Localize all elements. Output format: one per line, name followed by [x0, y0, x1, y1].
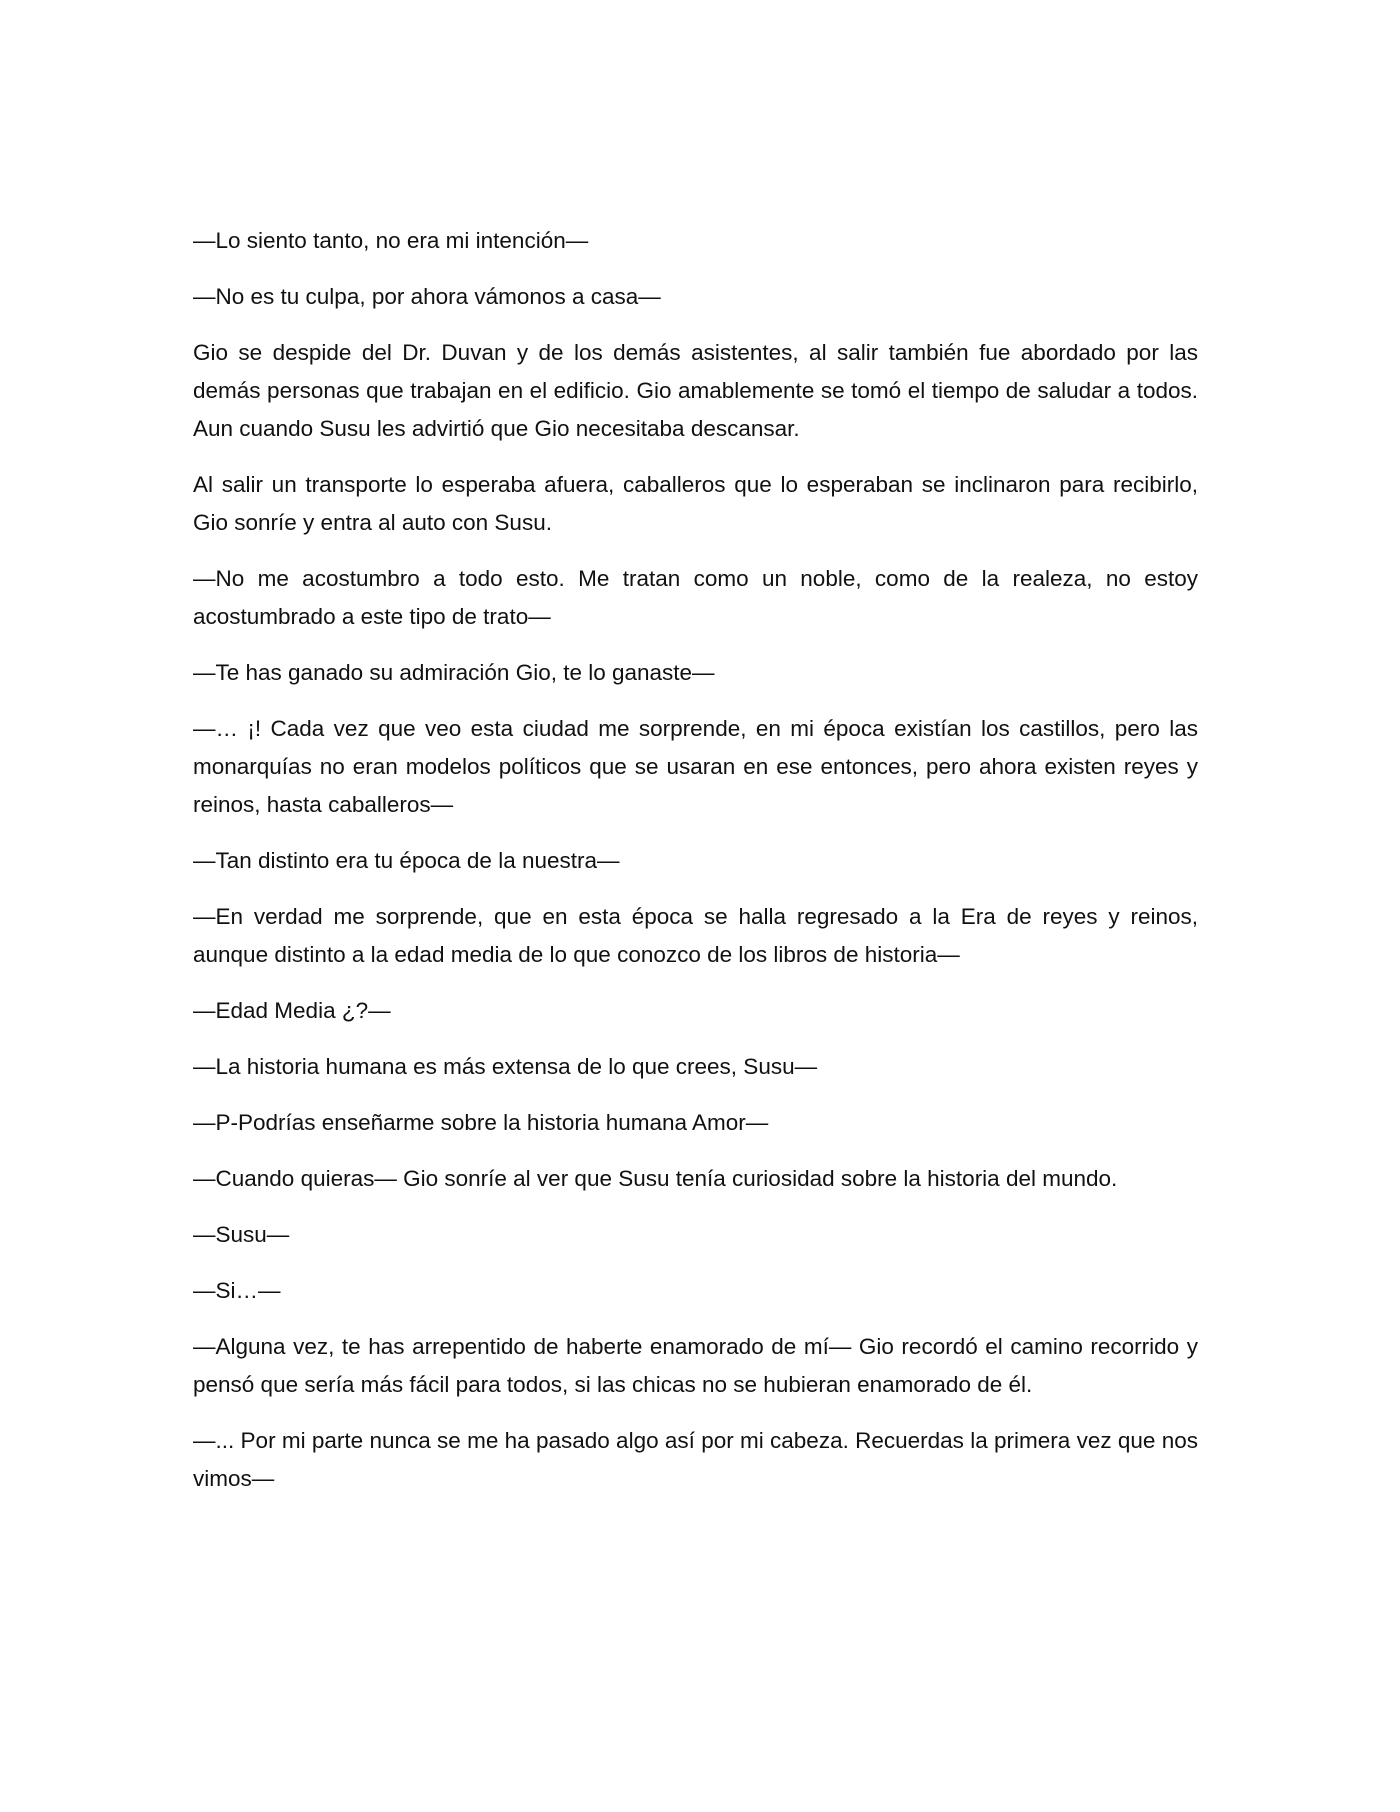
paragraph: —Tan distinto era tu época de la nuestra— — [193, 848, 620, 873]
paragraph: Al salir un transporte lo esperaba afuera, caballeros que lo esperaban se inclinaron para recibirlo, Gio sonríe y entra al auto con Susu. — [193, 472, 1198, 535]
paragraph: —… ¡! Cada vez que veo esta ciudad me sorprende, en mi época existían los castillos, pero las monarquías no eran modelos políticos que se usaran en ese entonces, pero ahora existen reyes y reinos, hasta caballeros— — [193, 716, 1198, 817]
paragraph: Gio se despide del Dr. Duvan y de los demás asistentes, al salir también fue abordado por las demás personas que trabajan en el edificio. Gio amablemente se tomó el tiempo de saludar a todos. Aun cuando Susu les advirtió que Gio necesitaba descansar. — [193, 340, 1198, 441]
paragraph: —No me acostumbro a todo esto. Me tratan como un noble, como de la realeza, no estoy acostumbrado a este tipo de trato— — [193, 566, 1198, 629]
paragraph: —La historia humana es más extensa de lo que crees, Susu— — [193, 1054, 818, 1079]
paragraph: —... Por mi parte nunca se me ha pasado algo así por mi cabeza. Recuerdas la primera vez que nos vimos— — [193, 1428, 1198, 1491]
paragraph: —No es tu culpa, por ahora vámonos a casa— — [193, 284, 661, 309]
document-body — [193, 222, 1198, 1516]
paragraph: —Lo siento tanto, no era mi intención— — [193, 228, 589, 253]
paragraph: —Si…— — [193, 1278, 281, 1303]
paragraph: —Cuando quieras— Gio sonríe al ver que Susu tenía curiosidad sobre la historia del mundo. — [193, 1166, 1118, 1191]
paragraph: —Edad Media ¿?— — [193, 998, 391, 1023]
paragraph: —Susu— — [193, 1222, 290, 1247]
paragraph: —P-Podrías enseñarme sobre la historia humana Amor— — [193, 1110, 769, 1135]
paragraph: —Alguna vez, te has arrepentido de haberte enamorado de mí— Gio recordó el camino recorrido y pensó que sería más fácil para todos, si las chicas no se hubieran enamorado de él. — [193, 1334, 1198, 1397]
paragraph: —Te has ganado su admiración Gio, te lo ganaste— — [193, 660, 715, 685]
paragraph: —En verdad me sorprende, que en esta época se halla regresado a la Era de reyes y reinos, aunque distinto a la edad media de lo que conozco de los libros de historia— — [193, 904, 1198, 967]
